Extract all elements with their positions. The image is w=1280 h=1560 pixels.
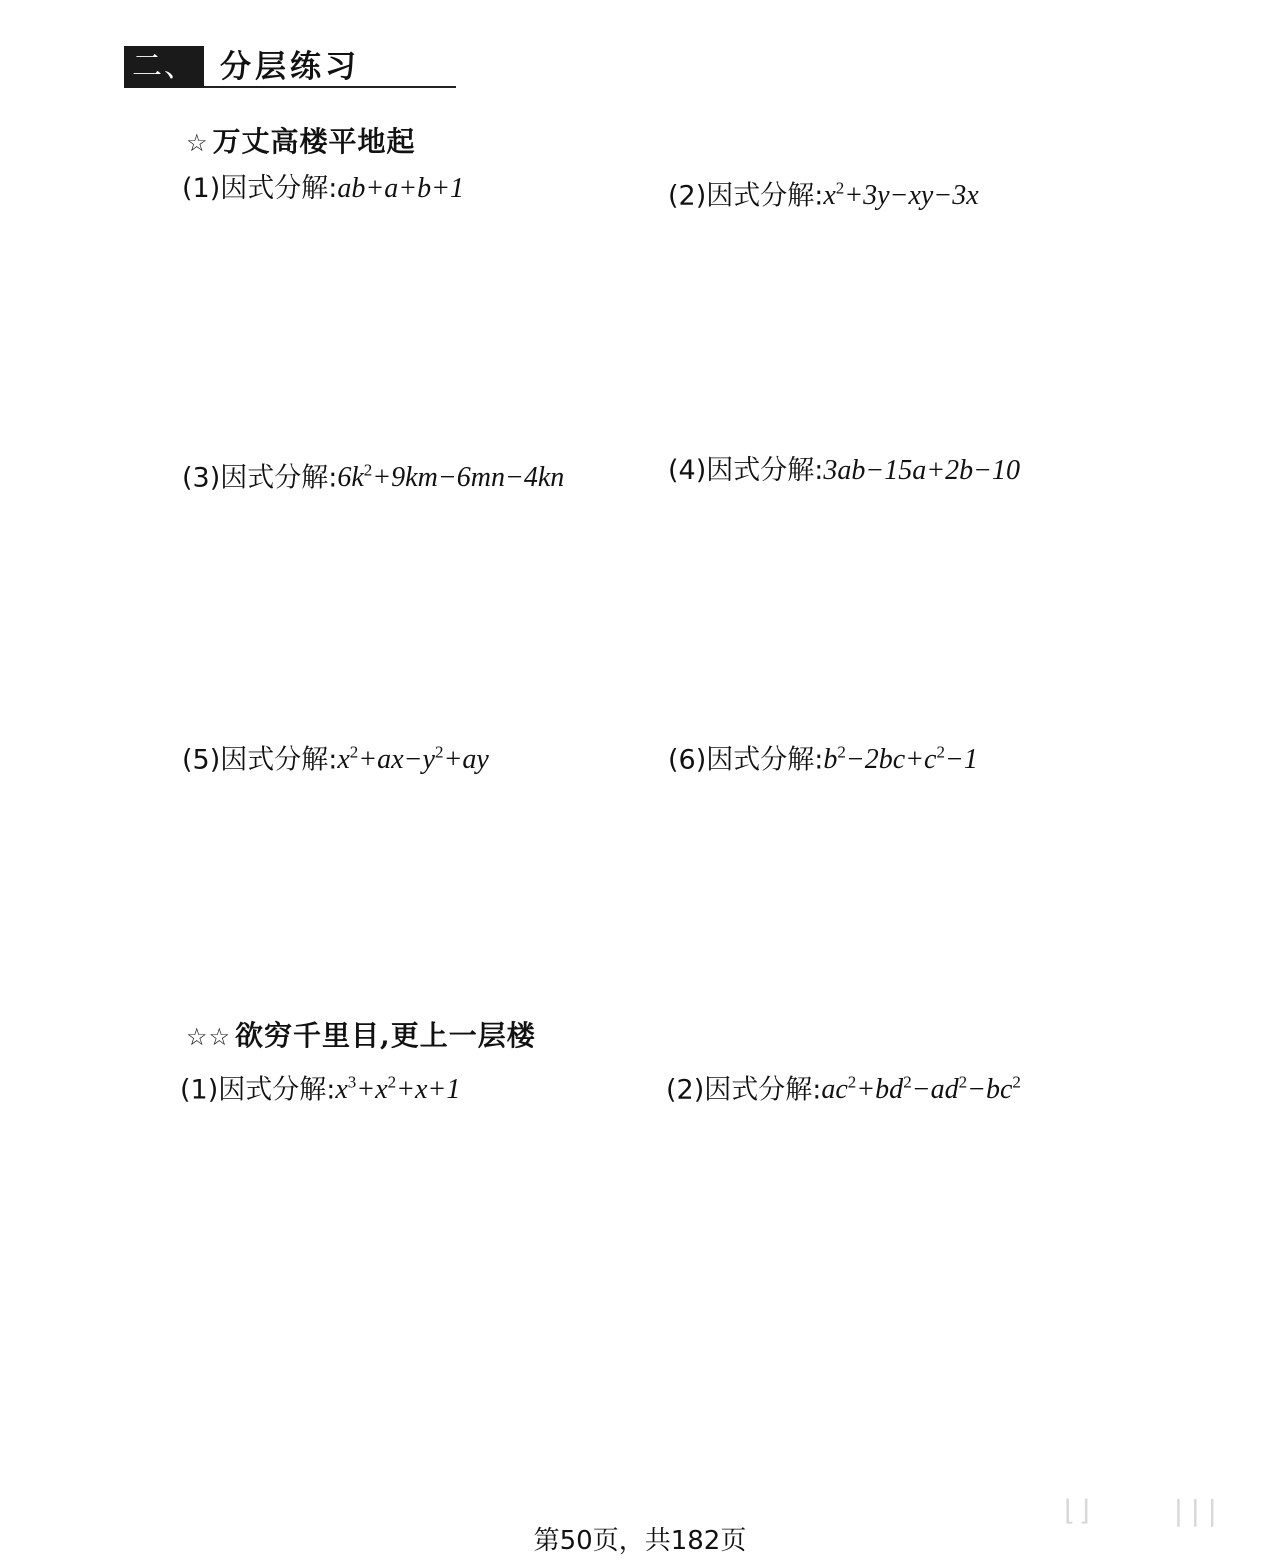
problem-label: (1)因式分解: [180,1074,336,1106]
problem-expression: $6k^2+9km-6mn-4kn$ [337,461,565,494]
problem-2-1 [180,1066,460,1107]
problem-expression: ab+a+b+1 [337,173,465,204]
level-2-title-text: 欲穷千里目,更上一层楼 [235,1019,536,1052]
problem-label: (3)因式分解: [182,462,338,494]
problem-label: (4)因式分解: [668,455,824,486]
problem-label: (2)因式分解: [666,1074,822,1106]
problem-1-5 [182,736,489,777]
level-1-title-text: 万丈高楼平地起 [212,125,416,158]
section-heading: 分层练习 [220,49,360,85]
level-1-title [186,120,416,160]
problem-1-4 [668,454,1020,488]
scan-edge-artifact: ⌊⌋ ||| [1060,1494,1221,1527]
page-footer: 第50页，共182页 [533,1526,747,1556]
problem-expression: $b^2-2bc+c^2-1$ [823,743,978,776]
problem-1-1 [182,172,464,206]
star-icon: ☆ [186,129,209,157]
section-number: 二、 [124,46,204,88]
level-2-title [186,1014,536,1054]
problem-label: (2)因式分解: [668,180,824,212]
problem-expression: $x^3+x^2+x+1$ [335,1073,461,1106]
problem-1-2 [668,172,979,213]
problem-2-2 [666,1066,1021,1107]
problem-label: (1)因式分解: [182,173,338,204]
double-star-icon: ☆☆ [186,1023,232,1051]
problem-expression: $ac^2+bd^2-ad^2-bc^2$ [821,1073,1021,1106]
problem-1-6 [668,736,978,777]
header-underline [204,86,456,88]
problem-expression: $x^2+3y-xy-3x$ [823,179,979,212]
problem-expression: $x^2+ax-y^2+ay$ [337,743,489,776]
problem-expression: 3ab−15a+2b−10 [823,455,1021,486]
problem-label: (6)因式分解: [668,744,824,776]
problem-label: (5)因式分解: [182,744,338,776]
problem-1-3 [182,454,564,495]
section-header [124,46,456,90]
